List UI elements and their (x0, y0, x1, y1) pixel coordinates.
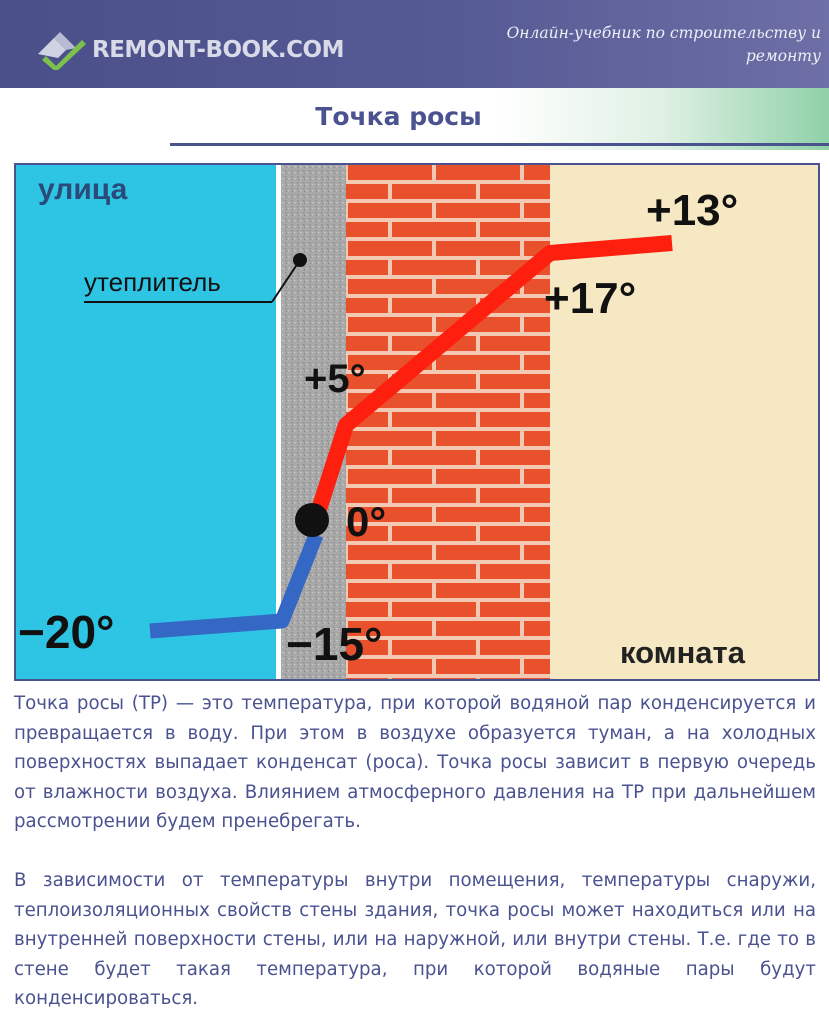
page-title: Точка росы (315, 102, 482, 131)
room-label: комната (620, 635, 745, 670)
room-zone (550, 163, 820, 681)
dew-point-marker (295, 503, 329, 537)
title-underline (170, 143, 829, 146)
brick-wall (346, 163, 550, 681)
street-label: улица (38, 173, 128, 206)
temp-insulation-outer-label: −15° (286, 618, 383, 670)
definition-paragraph: Точка росы (ТР) — это температура, при которой водяной пар конденсируется и превращается в воду. При этом в воздухе образуется туман, а на холодных поверхностях выпадает конденсат (роса). Точка росы зависит в первую очередь от влажности воздуха. Влиянием атмосферного давления на ТР при дальнейшем рассмотрении будем пренебрегать. (14, 693, 816, 833)
insulation-label: утеплитель (84, 267, 221, 297)
site-tagline: Онлайн-учебник по строительству и ремонту (506, 24, 821, 65)
site-logo[interactable] (36, 30, 344, 70)
site-header (0, 0, 829, 88)
street-zone (14, 163, 276, 681)
temp-outside-label: −20° (18, 606, 115, 658)
location-paragraph: В зависимости от температуры внутри помещения, температуры снаружи, теплоизоляционных свойств стены здания, точка росы может находиться или на внутренней поверхности стены, или на наружной, или внутри стены. Т.е. где то в стене будет такая температура, при которой водяные пары будут конденсироваться. (14, 870, 816, 1010)
diagram-canvas (14, 163, 820, 681)
temp-dew-point-label: 0° (346, 498, 387, 545)
insulation-gap (276, 163, 281, 681)
temp-brick-outer-label: +5° (304, 357, 366, 401)
logo-text: REMONT-BOOK.COM (92, 37, 344, 63)
insulation-leader-dot (293, 253, 307, 267)
logo-roof-check-icon (36, 30, 88, 70)
dew-point-diagram (14, 163, 820, 681)
temp-brick-inner-label: +17° (544, 274, 637, 323)
temp-room-label: +13° (646, 186, 739, 235)
